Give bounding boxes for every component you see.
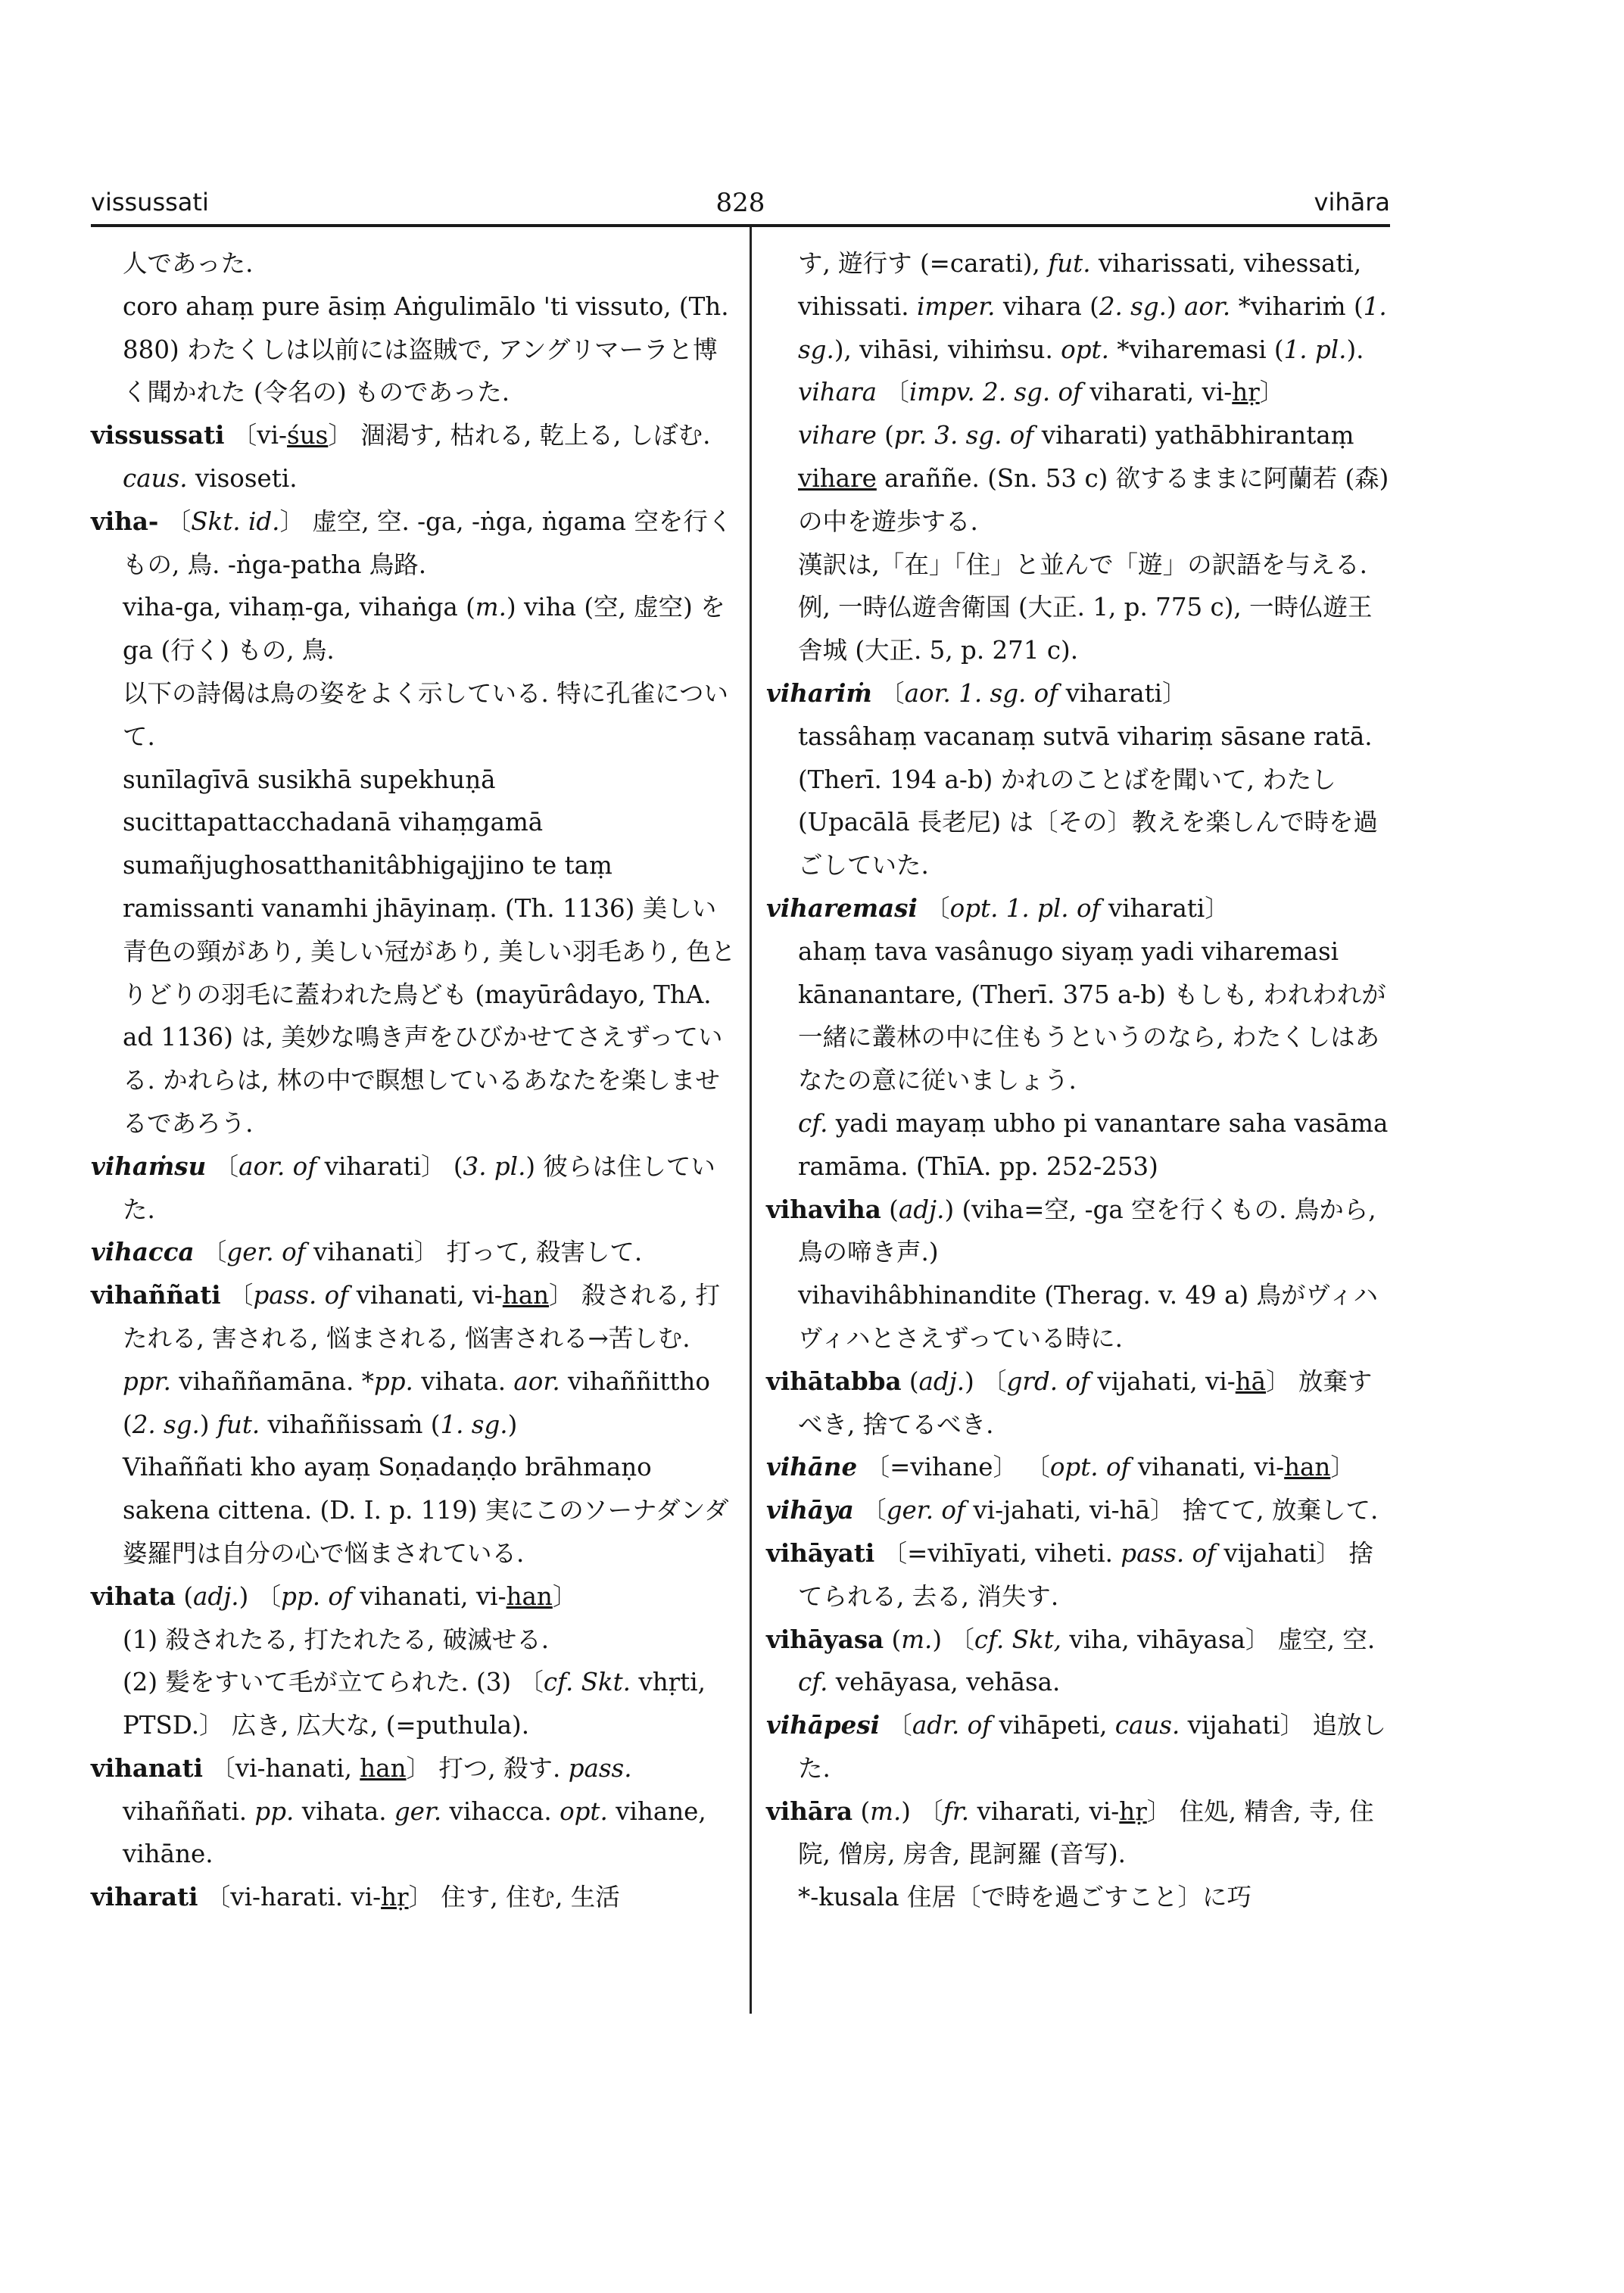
right-guide-word: vihāra [1314, 188, 1390, 217]
entry-vihaviha: vihaviha (adj.) (viha=空, -ga 空を行くもの. 鳥から, 鳥の啼き声.) [766, 1194, 1376, 1267]
subentry-vihare-note: 漢訳は,「在」「住」と並んで「遊」の訳語を与える. 例, 一時仏遊舎衛国 (大正. 1, p. 775 c), 一時仏遊王舎城 (大正. 5, p. 271 c). [798, 550, 1373, 665]
headword: viharemasi [766, 893, 918, 923]
entry-viha: viha- 〔Skt. id.〕 虚空, 空. -ga, -ṅga, ṅgama 空を行くもの, 鳥. -ṅga-patha 鳥路. [91, 506, 733, 579]
entry-vihamsu: vihaṁsu 〔aor. of viharati〕 (3. pl.) 彼らは住していた. [91, 1151, 715, 1224]
page-number: 828 [715, 188, 765, 218]
entry-vihata-sense-1: (1) 殺されたる, 打たれたる, 破滅せる. [123, 1625, 550, 1654]
headword: vihare [798, 421, 877, 450]
headword: vihāyasa [766, 1624, 884, 1654]
headword: vissussati [91, 420, 225, 450]
entry-viha-quote: sunīlagīvā susikhā supekhuṇā sucittapattacchadanā vihaṃgamā sumañjughosatthanitâbhigajjino te taṃ ramissanti vanamhi jhāyinaṃ. (Th. 1136) 美しい青色の頸があり, 美しい冠があり, 美しい羽毛あり, 色とりどりの羽毛に蓋われた鳥ども (mayūrâdayo, ThA. ad 1136) は, 美妙な鳴き声をひびかせてさえずっている. かれらは, 林の中で瞑想しているあなたを楽しませるであろう. [123, 765, 736, 1138]
headword: vihaṁsu [91, 1151, 207, 1181]
entry-vissussati: vissussati 〔vi-śus〕 涸渇す, 枯れる, 乾上る, しぼむ. caus. visoseti. [91, 420, 711, 493]
entry-vihaya: vihāya 〔ger. of vi-jahati, vi-hā〕 捨てて, 放棄して. [766, 1495, 1379, 1525]
example-quote: coro ahaṃ pure āsiṃ Aṅgulimālo 'ti vissuto, (Th. 880) わたくしは以前には盗賊で, アングリマーラと博く聞かれた (令名の) ものであった. [123, 291, 729, 407]
headword: vihacca [91, 1237, 195, 1267]
entry-vihane: vihāne 〔=vihane〕 〔opt. of vihanati, vi-han〕 [766, 1452, 1355, 1482]
entry-viharim: vihariṁ 〔aor. 1. sg. of viharati〕 [766, 678, 1187, 708]
entry-viharemasi-cf: cf. yadi mayaṃ ubho pi vanantare saha vasāma ramāma. (ThīA. pp. 252-253) [798, 1108, 1389, 1181]
headword: vihariṁ [766, 678, 872, 708]
entry-vihacca: vihacca 〔ger. of vihanati〕 打って, 殺害して. [91, 1237, 643, 1267]
entry-viha-note: 以下の詩偈は鳥の姿をよく示している. 特に孔雀について. [123, 678, 729, 751]
headword: vihāyati [766, 1537, 875, 1568]
headword: vihāya [766, 1495, 854, 1525]
entry-viharati: viharati 〔vi-harati. vi-hṛ〕 住す, 住む, 生活 [91, 1882, 620, 1912]
headword: vihāne [766, 1452, 858, 1482]
subentry-vihare: vihare (pr. 3. sg. of viharati) yathābhirantaṃ vihare araññe. (Sn. 53 c) 欲するままに阿蘭若 (森) の中を遊歩する. [798, 421, 1389, 536]
headword: vihātabba [766, 1366, 902, 1396]
entry-vihara-compound: *-kusala 住居〔で時を過ごすこと〕に巧 [798, 1883, 1252, 1912]
entry-vihannati: vihaññati 〔pass. of vihanati, vi-han〕 殺される, 打たれる, 害される, 悩まされる, 悩害される→苦しむ. ppr. vihaññamāna. *pp. vihata. aor. vihaññittho (2. sg.) fut. vihaññissaṁ (1. sg.) [91, 1280, 721, 1439]
left-guide-word: vissussati [91, 188, 209, 217]
entry-viharati-continued: す, 遊行す (=carati), fut. viharissati, vihessati, vihissati. imper. vihara (2. sg.) aor. *vihariṁ (1. sg.), vihāsi, vihiṁsu. opt. *viharemasi (1. pl.). [798, 249, 1387, 364]
headword: vihāpesi [766, 1710, 880, 1740]
entry-viharemasi: viharemasi 〔opt. 1. pl. of viharati〕 [766, 893, 1230, 923]
running-header [91, 188, 1390, 227]
entry-viharim-quote: tassâhaṃ vacanaṃ sutvā vihariṃ sāsane ratā. (Therī. 194 a-b) かれのことばを聞いて, わたし (Upacālā 長老尼) は〔その〕教えを楽しんで時を過ごしていた. [798, 721, 1378, 880]
entry-vihannati-quote: Vihaññati kho ayaṃ Soṇadaṇḍo brāhmaṇo sakena cittena. (D. I. p. 119) 実にこのソーナダンダ婆羅門は自分の心で悩まされている. [123, 1453, 729, 1568]
entry-viha-etymology: viha-ga, vihaṃ-ga, vihaṅga (m.) viha (空, 虚空) を ga (行く) もの, 鳥. [123, 593, 725, 665]
headword: vihata [91, 1581, 176, 1611]
entry-vihara: vihāra (m.) 〔fr. viharati, vi-hṛ〕 住処, 精舎, 寺, 住院, 僧房, 房舎, 毘訶羅 (音写). [766, 1796, 1374, 1869]
column-divider [750, 227, 752, 2014]
headword: vihāra [766, 1796, 853, 1826]
headword: vihara [798, 378, 877, 407]
entry-vihayati: vihāyati 〔=vihīyati, viheti. pass. of vijahati〕 捨てられる, 去る, 消失す. [766, 1537, 1373, 1611]
entry-vihayasa: vihāyasa (m.) 〔cf. Skt, viha, vihāyasa〕 虚空, 空. cf. vehāyasa, vehāsa. [766, 1624, 1376, 1697]
entry-vihatabba: vihātabba (adj.) 〔grd. of vijahati, vi-hā〕 放棄すべき, 捨てるべき. [766, 1366, 1373, 1439]
headword: vihanati [91, 1752, 203, 1783]
right-column [766, 242, 1396, 1919]
entry-vihaviha-quote: vihavihâbhinandite (Therag. v. 49 a) 鳥がヴィハヴィハとさえずっている時に. [798, 1281, 1379, 1353]
entry-vihapesi: vihāpesi 〔adr. of vihāpeti, caus. vijahati〕 追放した. [766, 1710, 1386, 1783]
continued-text: 人であった. [123, 249, 254, 278]
entry-vihata-sense-2: (2) 髪をすいて毛が立てられた. (3) 〔cf. Skt. vhṛti, PTSD.〕 広き, 広大な, (=puthula). [123, 1668, 706, 1740]
headword: vihaviha [766, 1194, 881, 1224]
entry-vihanati: vihanati 〔vi-hanati, han〕 打つ, 殺す. pass. vihaññati. pp. vihata. ger. vihacca. opt. vihane, vihāne. [91, 1752, 706, 1869]
entry-viharemasi-quote: ahaṃ tava vasânugo siyaṃ yadi viharemasi kānanantare, (Therī. 375 a-b) もしも, われわれが一緒に叢林の中に住もうというのなら, わたくしはあなたの意に従いましょう. [798, 936, 1386, 1095]
entry-vihata: vihata (adj.) 〔pp. of vihanati, vi-han〕 [91, 1581, 578, 1611]
left-column [91, 242, 736, 1919]
subentry-vihara: vihara 〔impv. 2. sg. of viharati, vi-hṛ〕 [798, 378, 1285, 407]
headword: vihaññati [91, 1280, 221, 1310]
headword: viha- [91, 506, 159, 536]
headword: viharati [91, 1882, 198, 1912]
